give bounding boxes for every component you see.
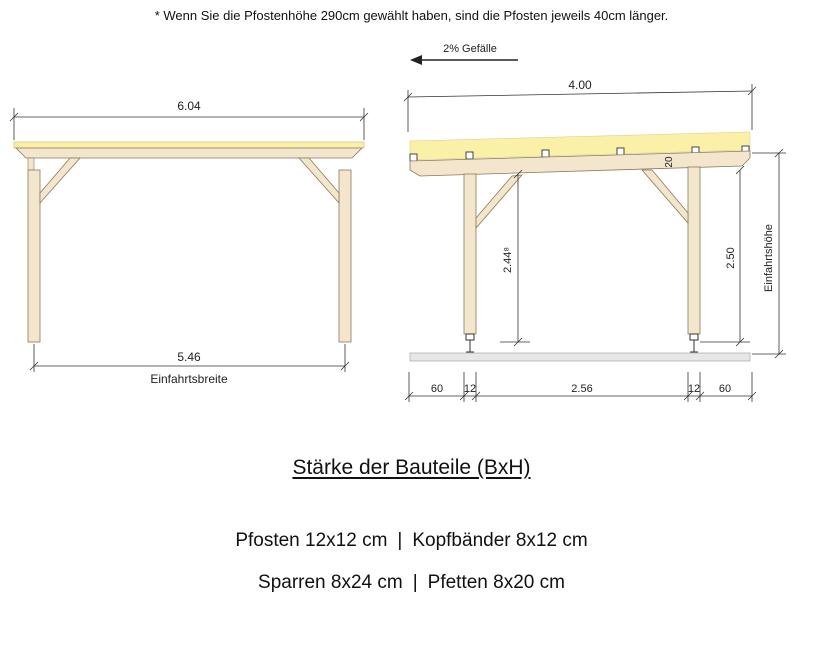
side-brace-right bbox=[642, 170, 688, 223]
einfahrtshoehe-label: Einfahrtshöhe bbox=[763, 224, 775, 292]
side-post-right bbox=[688, 167, 700, 334]
dimension-label: 2.56 bbox=[571, 383, 593, 395]
dimension-label: 60 bbox=[718, 383, 732, 395]
front-post-right bbox=[339, 170, 351, 342]
front-bottom-dimension-label: 5.46 bbox=[177, 350, 201, 364]
front-post-left bbox=[28, 170, 40, 342]
front-top-dimension-label: 6.04 bbox=[177, 99, 201, 113]
spec-line-2 bbox=[0, 572, 823, 594]
spec-title-text: Stärke der Bauteile (BxH) bbox=[292, 456, 531, 479]
einfahrtsbreite-label: Einfahrtsbreite bbox=[150, 372, 228, 386]
spec-separator: | bbox=[412, 572, 418, 593]
post-anchor-left bbox=[466, 334, 474, 352]
dimension-label: 12 bbox=[463, 383, 477, 395]
side-top-dimension-label: 4.00 bbox=[568, 78, 592, 92]
side-brace-left bbox=[476, 175, 522, 228]
front-brace-left bbox=[40, 158, 80, 203]
clear-height-label: 2.50 bbox=[725, 247, 737, 269]
slope-label: 2% Gefälle bbox=[443, 43, 497, 55]
side-post-left bbox=[464, 174, 476, 334]
side-view bbox=[404, 43, 786, 402]
spec-pfetten: Pfetten 8x20 cm bbox=[427, 572, 565, 593]
front-roof-panel bbox=[14, 142, 364, 148]
spec-sparren: Sparren 8x24 cm bbox=[258, 572, 403, 593]
purlin-marker bbox=[617, 148, 624, 155]
front-view bbox=[10, 99, 368, 386]
rafter-height-label: 20 bbox=[664, 156, 675, 168]
dimension-label: 12 bbox=[687, 383, 701, 395]
spec-separator: | bbox=[397, 530, 403, 551]
spec-line-1 bbox=[0, 530, 823, 552]
footnote-text: * Wenn Sie die Pfostenhöhe 290cm gewählt haben, sind die Pfosten jeweils 40cm länger. bbox=[154, 8, 669, 23]
spec-title bbox=[0, 456, 823, 480]
purlin-marker bbox=[466, 152, 473, 159]
front-beam bbox=[16, 148, 362, 158]
purlin-marker bbox=[410, 154, 417, 161]
spec-pfosten: Pfosten 12x12 cm bbox=[235, 530, 388, 551]
front-brace-right bbox=[299, 158, 339, 203]
post-anchor-right bbox=[690, 334, 698, 352]
inner-height-label: 2.44⁸ bbox=[502, 246, 514, 274]
slope-arrow bbox=[410, 55, 518, 65]
purlin-marker bbox=[542, 150, 549, 157]
dimension-label: 60 bbox=[430, 383, 444, 395]
spec-kopfbaender: Kopfbänder 8x12 cm bbox=[412, 530, 588, 551]
ground-slab bbox=[410, 353, 750, 361]
front-post-cap-left bbox=[28, 158, 34, 170]
